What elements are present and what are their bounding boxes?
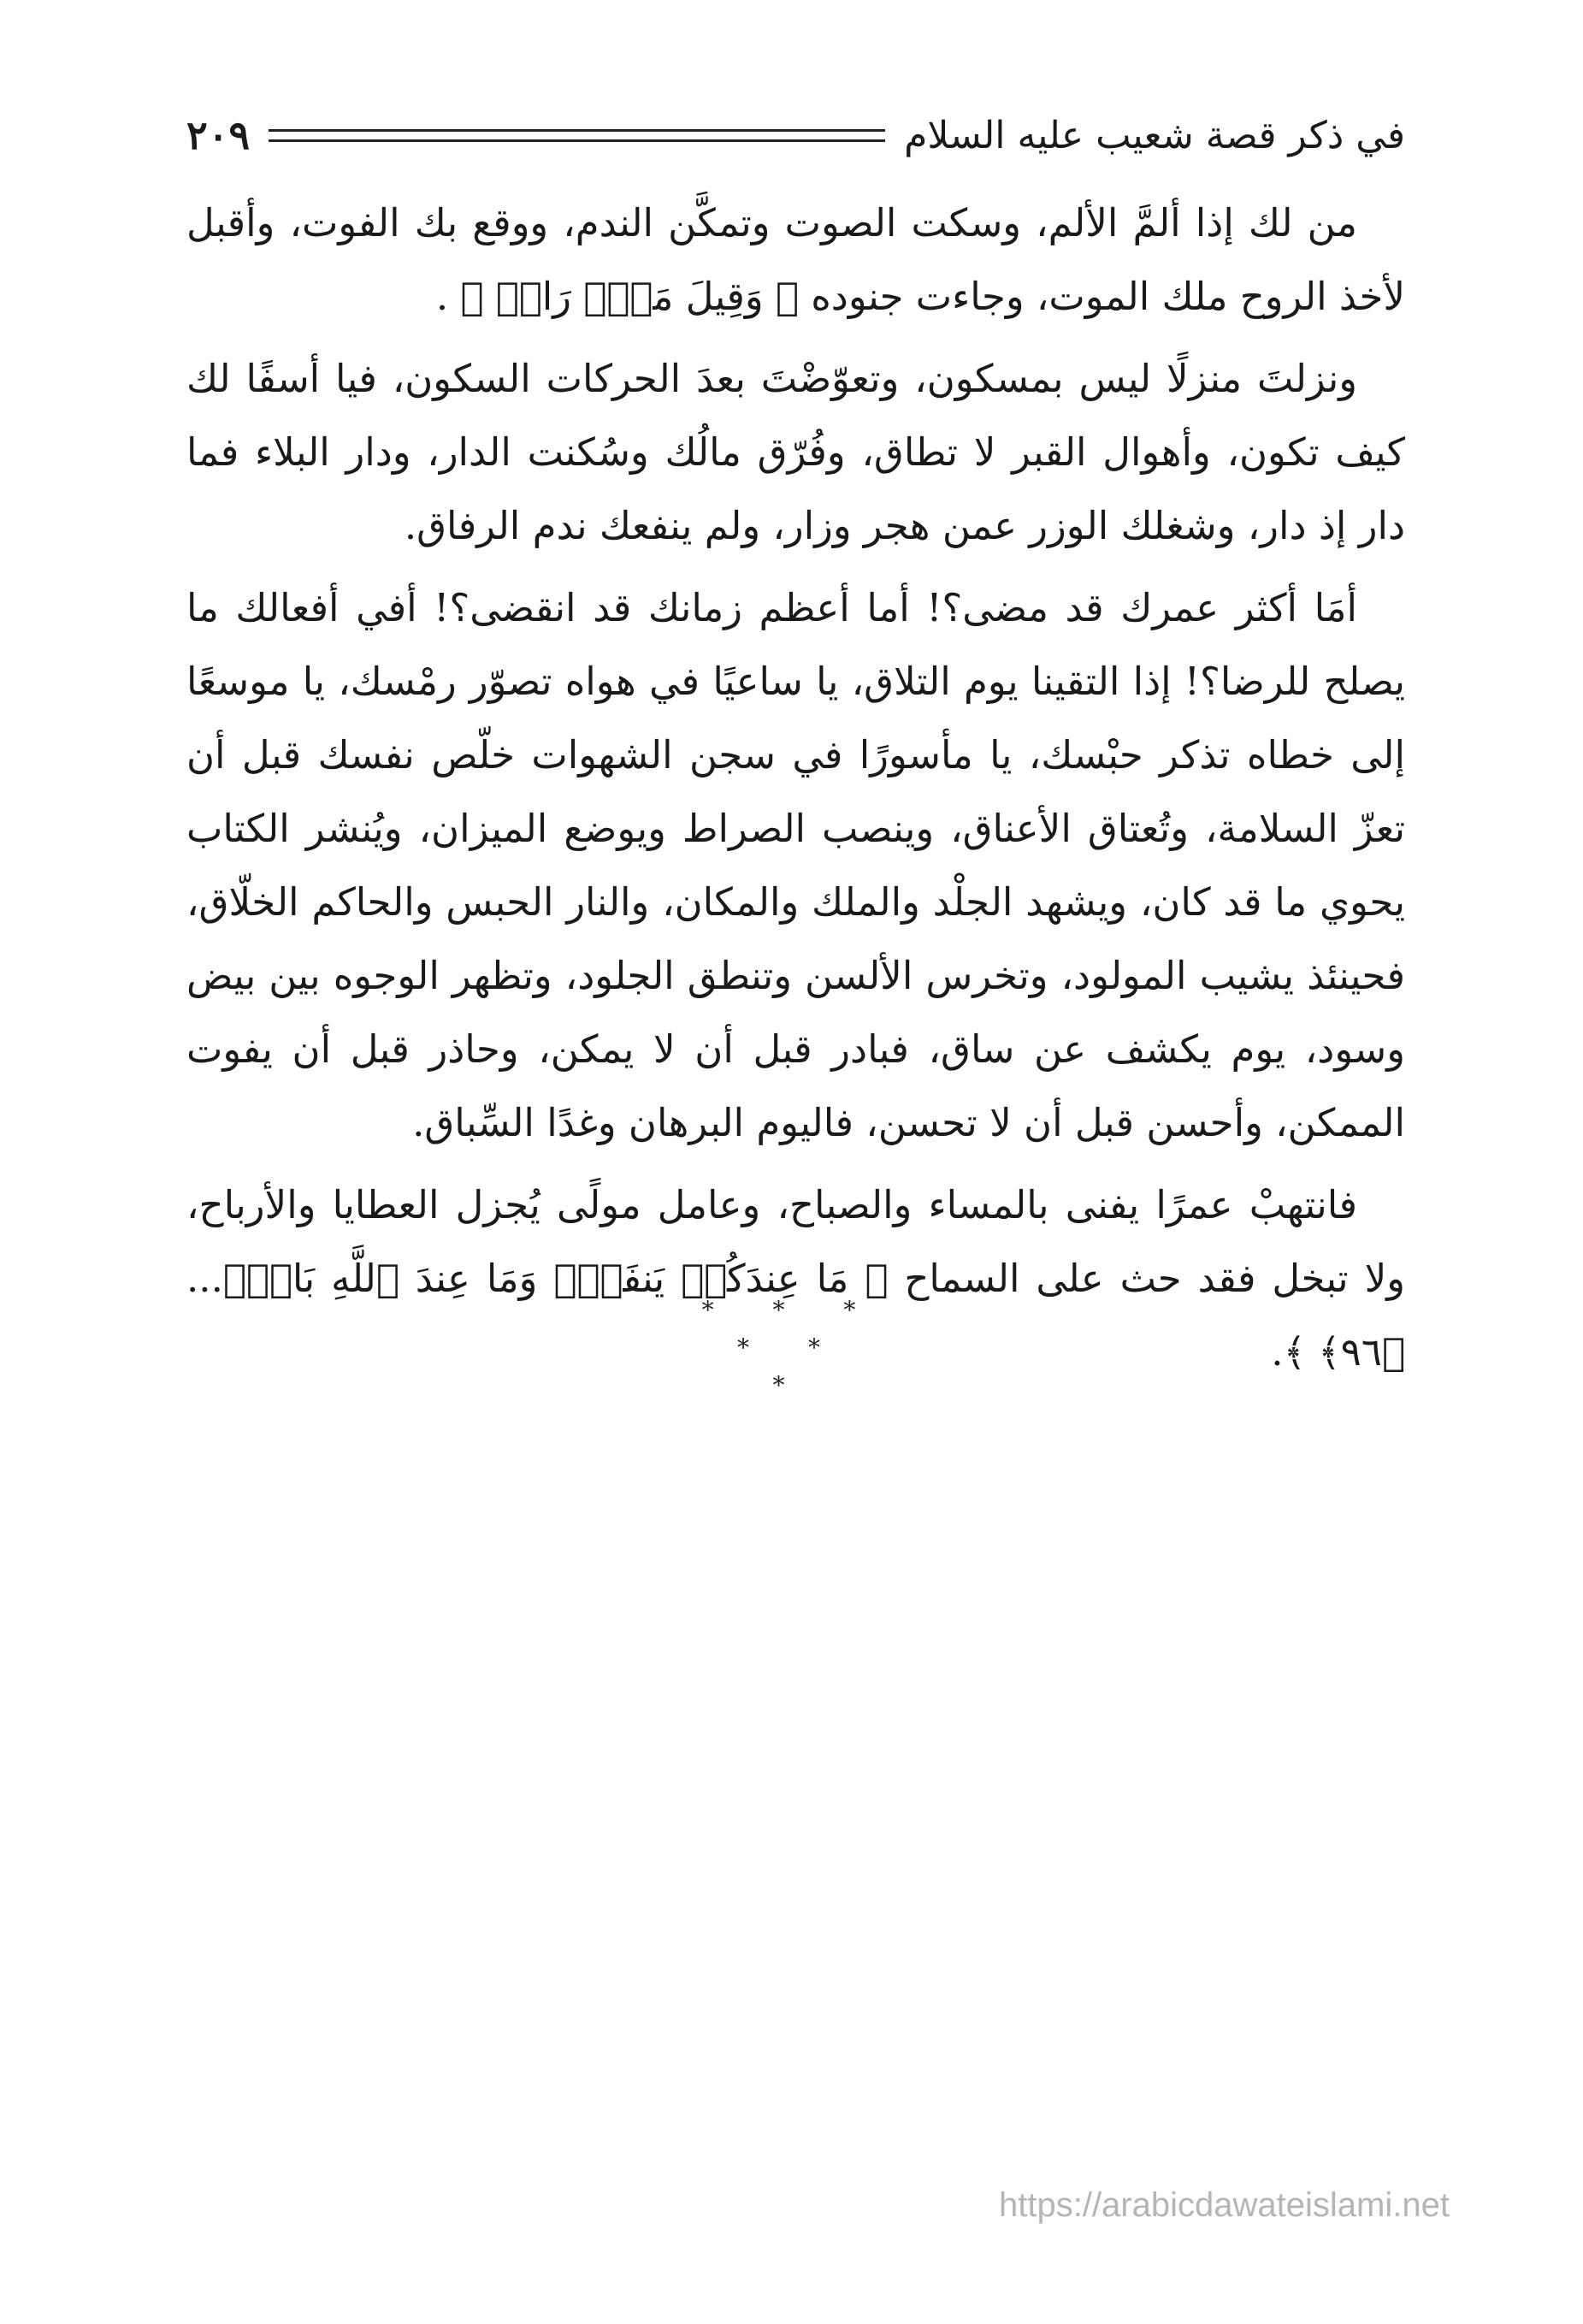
asterism-separator xyxy=(0,1292,1583,1404)
paragraph-4: فانتهبْ عمرًا يفنى بالمساء والصباح، وعامل مولًى يُجزل العطايا والأرباح، ولا تبخل فقد حث على السماح ﴿ مَا عِندَكُمۡ يَنفَدُۖ وَمَا عِندَ ٱللَّهِ بَاقٖۗ... ﴿٩٦﴾ ﴾. xyxy=(186,1182,1405,1375)
paragraph-3: أمَا أكثر عمرك قد مضى؟! أما أعظم زمانك قد انقضى؟! أفي أفعالك ما يصلح للرضا؟! إذا التقينا يوم التلاق، يا ساعيًا في هواه تصوّر رمْسك، يا موسعًا إلى خطاه تذكر حبْسك، يا مأسورًا في سجن الشهوات خلّص نفسك قبل أن تعزّ السلامة، وتُعتاق الأعناق، وينصب الصراط ويوضع الميزان، ويُنشر الكتاب يحوي ما قد كان، ويشهد الجلْد والملك والمكان، والنار الحبس والحاكم الخلّاق، فحينئذ يشيب المولود، وتخرس الألسن وتنطق الجلود، وتظهر الوجوه بين بيض وسود، يوم يكشف عن ساق، فبادر قبل أن لا يمكن، وحاذر قبل أن يفوت الممكن، وأحسن قبل أن لا تحسن، فاليوم البرهان وغدًا السِّباق. xyxy=(186,585,1405,1145)
asterisk-row-1: * * * xyxy=(701,1296,882,1324)
asterisk-row-2: * * xyxy=(737,1333,846,1362)
paragraph-1: من لك إذا ألمَّ الألم، وسكت الصوت وتمكَّن الندم، ووقع بك الفوت، وأقبل لأخذ الروح ملك الموت، وجاءت جنوده ﴿ وَقِيلَ مَنۡۜ رَاقٖ ﴾ . xyxy=(186,200,1405,319)
page-number: ٢٠٩ xyxy=(186,112,251,158)
asterisk-row-3: * xyxy=(772,1371,811,1399)
header-title: في ذكر قصة شعيب عليه السلام xyxy=(904,113,1405,157)
body-text xyxy=(186,186,1405,1398)
watermark-url: https://arabicdawateislami.net xyxy=(999,2186,1450,2224)
header-double-rule xyxy=(269,129,885,142)
paragraph-2: ونزلتَ منزلًا ليس بمسكون، وتعوّضْتَ بعدَ الحركات السكون، فيا أسفًا لك كيف تكون، وأهوال القبر لا تطاق، وفُرّق مالُك وسُكنت الدار، ودار البلاء فما دار إذ دار، وشغلك الوزر عمن هجر وزار، ولم ينفعك ندم الرفاق. xyxy=(186,356,1405,548)
running-header xyxy=(186,109,1405,161)
